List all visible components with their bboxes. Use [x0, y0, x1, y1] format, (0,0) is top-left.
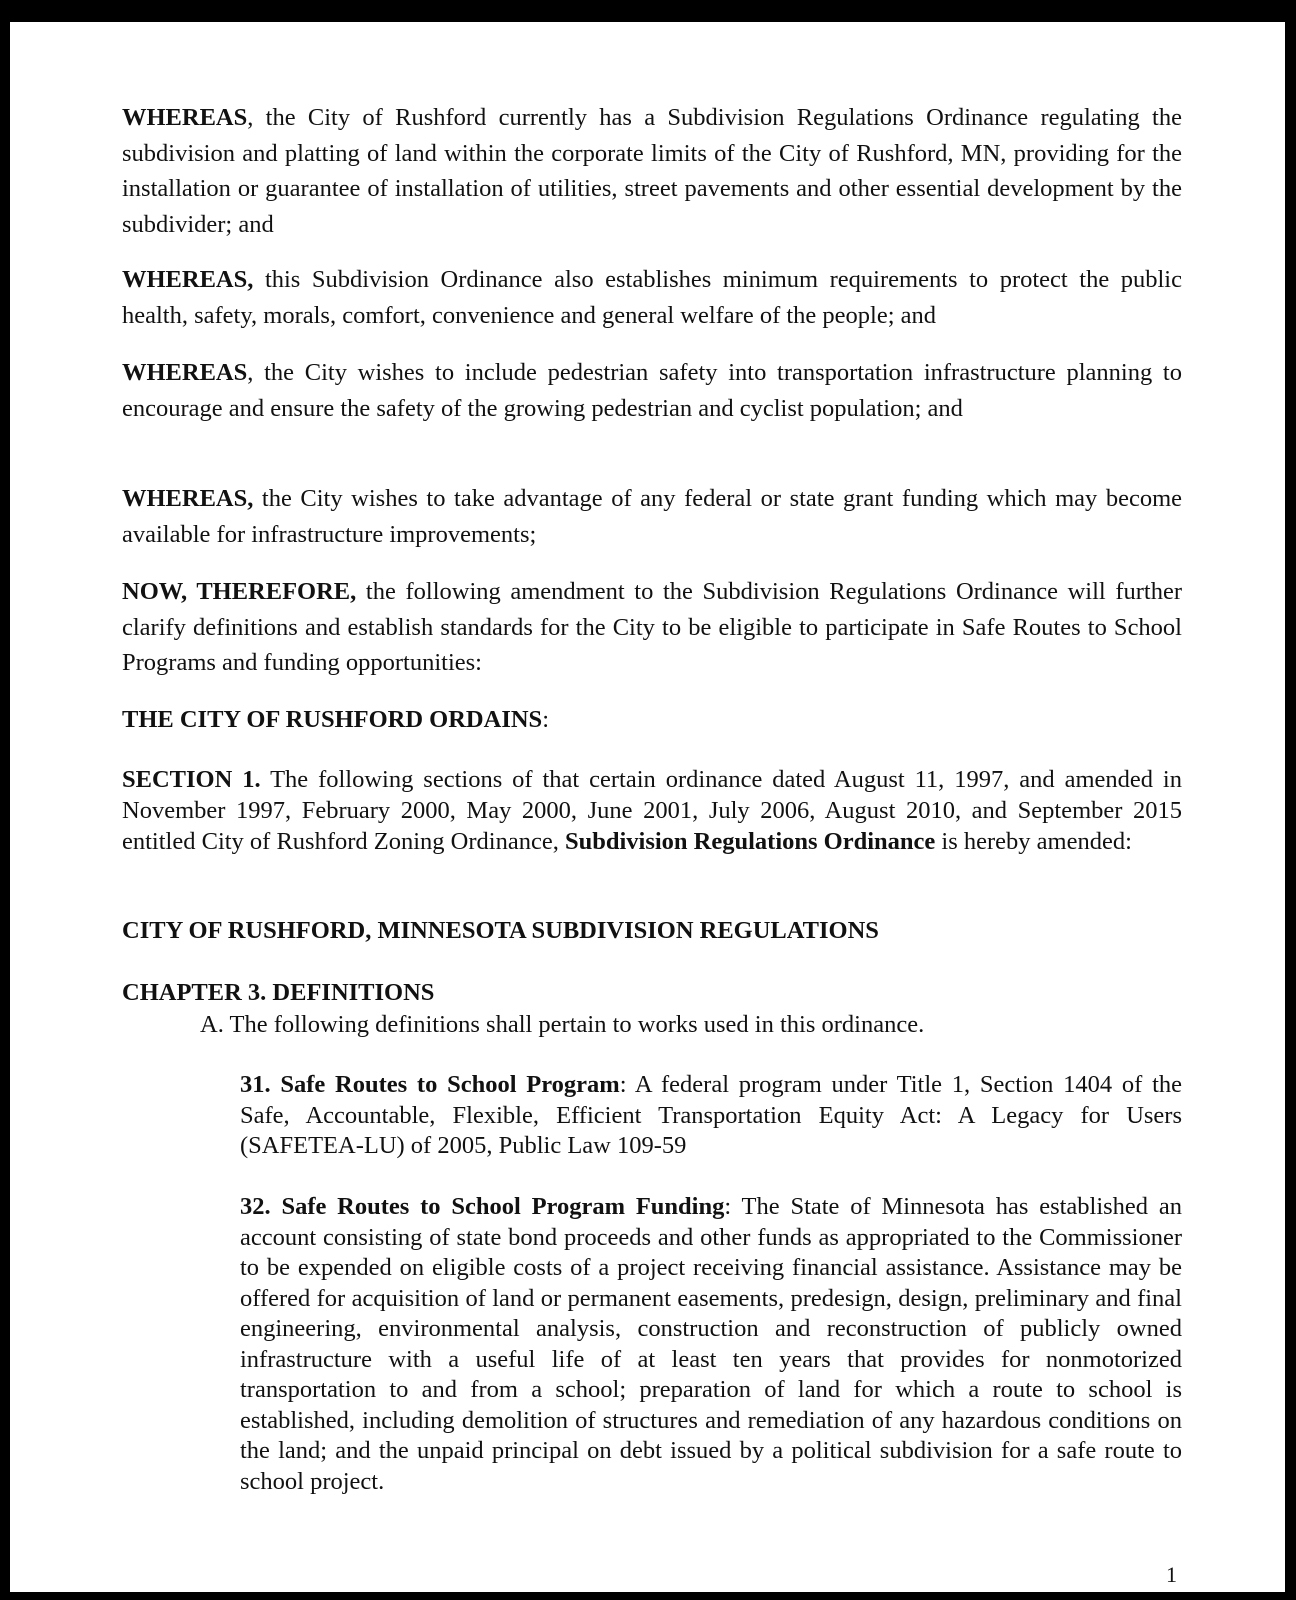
definition-31-term: 31. Safe Routes to School Program	[240, 1071, 620, 1098]
paragraph-text: , the City of Rushford currently has a Subdivision Regulations Ordinance regulating the subdivision and platting of land within the corporate limits of the City of Rushford, MN, providing for the installation or guarantee of installation of utilities, street pavements and other essential development by the subdivider; and	[122, 104, 1182, 238]
definition-31	[240, 1070, 1182, 1162]
definition-31-text: : A federal program under Title 1, Section 1404 of the Safe, Accountable, Flexible, Efficient Transportation Equity Act: A Legacy for Users (SAFETEA-LU) of 2005, Public Law 109-59	[240, 1071, 1182, 1159]
now-therefore-lead: NOW, THEREFORE,	[122, 578, 357, 605]
chapter-heading: CHAPTER 3. DEFINITIONS	[122, 979, 435, 1006]
section-1-paragraph	[122, 764, 1182, 857]
whereas-paragraph-4	[122, 481, 1182, 552]
whereas-lead: WHEREAS	[122, 104, 248, 131]
paragraph-text: this Subdivision Ordinance also establishes minimum requirements to protect the public health, safety, morals, comfort, convenience and general welfare of the people; and	[122, 266, 1182, 329]
whereas-lead: WHEREAS,	[122, 485, 254, 512]
section-1-lead: SECTION 1.	[122, 766, 261, 793]
whereas-lead: WHEREAS	[122, 359, 248, 386]
document-page	[10, 22, 1285, 1592]
ordains-colon: :	[542, 706, 549, 733]
definition-32-term: 32. Safe Routes to School Program Funding	[240, 1193, 725, 1220]
definitions-intro: A. The following definitions shall pertain to works used in this ordinance.	[200, 1011, 925, 1038]
whereas-paragraph-1	[122, 100, 1182, 242]
section-1-tail: is hereby amended:	[935, 828, 1132, 855]
ordains-bold: THE CITY OF RUSHFORD ORDAINS	[122, 706, 543, 733]
whereas-paragraph-2	[122, 262, 1182, 333]
section-1-text: The following sections of that certain ordinance dated August 11, 1997, and amended in November 1997, February 2000, May 2000, June 2001, July 2006, August 2010, and September 2015 entitled City of Rushford Zoning Ordinance,	[122, 766, 1182, 855]
regulations-title: CITY OF RUSHFORD, MINNESOTA SUBDIVISION REGULATIONS	[122, 917, 879, 944]
definition-32	[240, 1192, 1182, 1497]
ordains-heading	[122, 702, 1182, 738]
whereas-paragraph-3	[122, 355, 1182, 426]
page-number: 1	[1166, 1562, 1177, 1587]
whereas-lead: WHEREAS,	[122, 266, 254, 293]
now-therefore-paragraph	[122, 574, 1182, 681]
section-1-bold: Subdivision Regulations Ordinance	[564, 828, 936, 855]
paragraph-text: , the City wishes to include pedestrian safety into transportation infrastructure planning to encourage and ensure the safety of the growing pedestrian and cyclist population; and	[122, 359, 1182, 422]
paragraph-text: the following amendment to the Subdivision Regulations Ordinance will further clarify definitions and establish standards for the City to be eligible to participate in Safe Routes to School Programs and funding opportunities:	[122, 578, 1183, 676]
definition-32-text: : The State of Minnesota has established an account consisting of state bond proceeds and other funds as appropriated to the Commissioner to be expended on eligible costs of a project receiving financial assistance. Assistance may be offered for acquisition of land or permanent easements, predesign, design, preliminary and final engineering, environmental analysis, construction and reconstruction of publicly owned infrastructure with a useful life of at least ten years that provides for nonmotorized transportation to and from a school; preparation of land for which a route to school is established, including demolition of structures and remediation of any hazardous conditions on the land; and the unpaid principal on debt issued by a political subdivision for a safe route to school project.	[240, 1193, 1182, 1495]
paragraph-text: the City wishes to take advantage of any federal or state grant funding which may become available for infrastructure improvements;	[122, 485, 1182, 548]
